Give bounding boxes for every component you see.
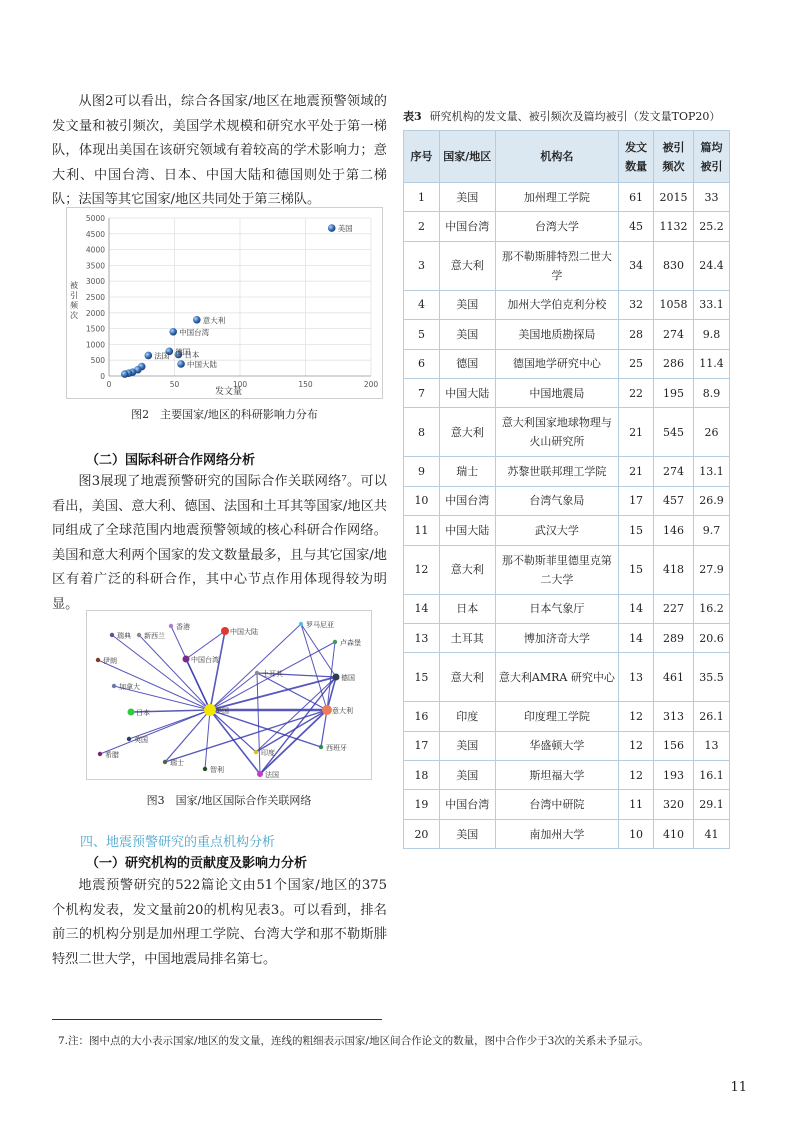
figure3-caption: 图3 国家/地区国际合作关联网络 (146, 794, 312, 807)
table-cell: 8 (404, 408, 440, 457)
network-edge (301, 624, 336, 677)
table-cell: 台湾中研院 (495, 790, 618, 819)
network-node-label: 加拿大 (119, 683, 140, 691)
table-row (404, 320, 730, 349)
table-row (404, 290, 730, 319)
scatter-point (169, 328, 177, 336)
network-node (169, 624, 173, 628)
table-cell: 61 (619, 183, 654, 212)
table-row (404, 702, 730, 731)
network-node-label: 中国大陆 (230, 628, 258, 636)
table-cell: 11 (404, 516, 440, 545)
table-cell: 457 (654, 486, 694, 515)
table-cell: 12 (619, 731, 654, 760)
y-tick-label: 0 (100, 372, 105, 381)
table-row (404, 653, 730, 702)
table-cell: 15 (404, 653, 440, 702)
network-node-label: 瑞典 (117, 632, 131, 640)
footnote-rule (52, 1019, 382, 1020)
paragraph-collaboration: 图3展现了地震预警研究的国际合作关联网络⁷。可以看出，美国、意大利、德国、法国和土耳其等国家/地区共同组成了全球范围内地震预警领域的核心科研合作网络。美国和意大利两个国家的发文数量最多，且与其它国家/地区有着广泛的科研合作，其中心节点作用体现得较为明显。 (52, 474, 387, 612)
y-tick-label: 4500 (85, 229, 105, 239)
table-header-cell: 序号 (404, 131, 440, 183)
table-cell: 美国 (439, 761, 495, 790)
network-node-label: 法国 (265, 771, 279, 779)
table-cell: 加州大学伯克利分校 (495, 290, 618, 319)
table-cell: 9.7 (693, 516, 729, 545)
table-cell: 意大利 (439, 408, 495, 457)
table-cell: 193 (654, 761, 694, 790)
scatter-point (328, 224, 336, 232)
table-cell: 274 (654, 457, 694, 486)
table-cell: 美国地质勘探局 (495, 320, 618, 349)
y-tick-label: 3500 (85, 261, 105, 271)
table-row (404, 731, 730, 760)
network-node (257, 771, 263, 777)
y-axis-label (70, 280, 79, 320)
table-cell: 7 (404, 378, 440, 407)
table-cell: 美国 (439, 320, 495, 349)
table-cell: 15 (619, 545, 654, 594)
table-cell: 32 (619, 290, 654, 319)
table-cell: 10 (404, 486, 440, 515)
table-cell: 24.4 (693, 241, 729, 290)
table-cell: 瑞士 (439, 457, 495, 486)
network-node (112, 684, 116, 688)
table-cell: 26.1 (693, 702, 729, 731)
network-edge (205, 710, 210, 769)
table-row (404, 212, 730, 241)
y-tick-label: 3000 (85, 277, 105, 287)
table-label: 表3 (403, 110, 422, 123)
table-cell: 那不勒斯腓特烈二世大学 (495, 241, 618, 290)
table-cell: 16 (404, 702, 440, 731)
y-tick-label: 4000 (85, 245, 105, 255)
y-tick-label: 2000 (85, 308, 105, 318)
table-row (404, 241, 730, 290)
network-node-label: 希腊 (105, 751, 119, 759)
network-node (221, 627, 229, 635)
network-edge (171, 626, 210, 710)
table-cell: 20.6 (693, 623, 729, 652)
table-cell: 461 (654, 653, 694, 702)
table-cell: 35.5 (693, 653, 729, 702)
network-node-label: 意大利 (332, 707, 353, 715)
y-tick-label: 500 (90, 356, 105, 366)
table-cell: 中国台湾 (439, 212, 495, 241)
point-label: 德国 (175, 347, 191, 357)
table-cell: 13 (693, 731, 729, 760)
table-cell: 15 (619, 516, 654, 545)
table-cell: 21 (619, 408, 654, 457)
network-node-label: 英国 (134, 736, 148, 744)
network-edge (210, 710, 321, 747)
table-header-row (404, 131, 730, 183)
table-cell: 德国地学研究中心 (495, 349, 618, 378)
table-cell: 34 (619, 241, 654, 290)
point-label: 法国 (154, 351, 170, 361)
table-row (404, 408, 730, 457)
x-axis-label: 发文量 (215, 387, 243, 397)
table-caption: 研究机构的发文量、被引频次及篇均被引（发文量TOP20） (429, 110, 721, 123)
network-node (98, 752, 102, 756)
network-edge (260, 710, 327, 774)
table-cell: 16.2 (693, 594, 729, 623)
table-cell: 17 (404, 731, 440, 760)
figure-influence-scatter (66, 207, 383, 399)
svg-text:引: 引 (70, 291, 78, 300)
table-cell: 1058 (654, 290, 694, 319)
table-cell: 中国大陆 (439, 378, 495, 407)
table-cell: 29.1 (693, 790, 729, 819)
table-cell: 美国 (439, 731, 495, 760)
network-node-label: 罗马尼亚 (306, 621, 334, 629)
y-tick-label: 1000 (85, 340, 105, 350)
table-cell: 美国 (439, 819, 495, 848)
point-label: 中国台湾 (179, 327, 210, 337)
table-cell: 146 (654, 516, 694, 545)
table-row (404, 457, 730, 486)
svg-text:被: 被 (70, 281, 78, 290)
network-node-label: 伊朗 (103, 657, 117, 665)
table-header-cell: 机构名 (495, 131, 618, 183)
y-tick-label: 2500 (85, 293, 105, 302)
table-cell: 33.1 (693, 290, 729, 319)
footnote: 7.注：图中点的大小表示国家/地区的发文量，连线的粗细表示国家/地区间合作论文的数量，图中合作少于3次的关系未予显示。 (58, 1035, 649, 1047)
table-cell: 25 (619, 349, 654, 378)
table-cell: 苏黎世联邦理工学院 (495, 457, 618, 486)
table-cell: 土耳其 (439, 623, 495, 652)
figure-network (86, 610, 372, 780)
table-row (404, 761, 730, 790)
heading-collaboration: （二）国际科研合作网络分析 (86, 453, 256, 468)
network-node-label: 新西兰 (144, 632, 165, 640)
scatter-chart (67, 208, 384, 400)
network-node-label: 智利 (210, 766, 224, 774)
table-cell: 意大利AMRA 研究中心 (495, 653, 618, 702)
table-row (404, 378, 730, 407)
network-node (127, 737, 131, 741)
subsection-heading: （一）研究机构的贡献度及影响力分析 (86, 856, 308, 871)
network-node (255, 671, 259, 675)
table-cell: 12 (404, 545, 440, 594)
table-cell: 9.8 (693, 320, 729, 349)
paragraph-influence: 从图2可以看出，综合各国家/地区在地震预警领域的发文量和被引频次，美国学术规模和研究水平处于第一梯队，体现出美国在该研究领域有着较高的学术影响力；意大利、中国台湾、日本、中国大陆和德国则处于第二梯队；法国等其它国家/地区共同处于第三梯队。 (52, 94, 387, 207)
table-cell: 意大利 (439, 653, 495, 702)
table-cell: 289 (654, 623, 694, 652)
table-cell: 13 (404, 623, 440, 652)
network-node (128, 709, 135, 716)
table-cell: 南加州大学 (495, 819, 618, 848)
table-cell: 27.9 (693, 545, 729, 594)
table-cell: 18 (404, 761, 440, 790)
network-node-label: 德国 (341, 674, 355, 682)
x-tick-label: 150 (298, 380, 313, 389)
table-cell: 10 (619, 819, 654, 848)
table-cell: 17 (619, 486, 654, 515)
table-row (404, 623, 730, 652)
table-cell: 12 (619, 702, 654, 731)
table-cell: 410 (654, 819, 694, 848)
network-node (203, 767, 207, 771)
table-row (404, 183, 730, 212)
table-cell: 45 (619, 212, 654, 241)
table-cell: 28 (619, 320, 654, 349)
point-label: 意大利 (202, 315, 226, 325)
table-cell: 14 (404, 594, 440, 623)
table-cell: 日本气象厅 (495, 594, 618, 623)
network-edge (257, 673, 327, 710)
network-node (319, 745, 323, 749)
point-label: 日本 (184, 350, 200, 360)
network-node-label: 土耳其 (262, 670, 283, 678)
table-cell: 德国 (439, 349, 495, 378)
network-node-label: 西班牙 (326, 744, 347, 752)
scatter-point (193, 316, 201, 324)
network-node-label: 美国 (215, 707, 229, 715)
table-cell: 博加济奇大学 (495, 623, 618, 652)
table-cell: 意大利 (439, 241, 495, 290)
scatter-point (145, 352, 153, 360)
point-label: 中国大陆 (187, 359, 218, 369)
table-cell: 13.1 (693, 457, 729, 486)
table-cell: 6 (404, 349, 440, 378)
y-tick-label: 1500 (85, 324, 105, 334)
table-cell: 16.1 (693, 761, 729, 790)
table-cell: 5 (404, 320, 440, 349)
table-cell: 41 (693, 819, 729, 848)
network-node-label: 卢森堡 (340, 639, 361, 647)
table-cell: 227 (654, 594, 694, 623)
table-cell: 意大利 (439, 545, 495, 594)
table-row (404, 819, 730, 848)
scatter-point (121, 370, 129, 378)
table-cell: 那不勒斯菲里德里克第二大学 (495, 545, 618, 594)
table-title (403, 108, 720, 124)
table-cell: 华盛顿大学 (495, 731, 618, 760)
network-edge (210, 710, 260, 774)
table-cell: 武汉大学 (495, 516, 618, 545)
network-edge (100, 710, 210, 754)
table-row (404, 790, 730, 819)
network-node-label: 瑞士 (170, 759, 184, 767)
x-tick-label: 0 (106, 380, 112, 389)
table-cell: 26 (693, 408, 729, 457)
paragraph-institutions: 地震预警研究的522篇论文由51个国家/地区的375个机构发表，发文量前20的机构见表3。可以看到，排名前三的机构分别是加州理工学院、台湾大学和那不勒斯腓特烈二世大学，中国地震局排名第七。 (52, 878, 387, 967)
table-cell: 33 (693, 183, 729, 212)
table-cell: 286 (654, 349, 694, 378)
x-tick-label: 100 (232, 380, 248, 389)
table-cell: 418 (654, 545, 694, 594)
table-row (404, 545, 730, 594)
table-cell: 9 (404, 457, 440, 486)
network-node (163, 760, 167, 764)
table-row (404, 594, 730, 623)
table-cell: 印度 (439, 702, 495, 731)
table-cell: 1 (404, 183, 440, 212)
table-cell: 日本 (439, 594, 495, 623)
table-cell: 印度理工学院 (495, 702, 618, 731)
table-header-cell: 发文 数量 (619, 131, 654, 183)
table-cell: 22 (619, 378, 654, 407)
table-cell: 11 (619, 790, 654, 819)
table-cell: 313 (654, 702, 694, 731)
svg-text:次: 次 (70, 311, 78, 320)
scatter-point (177, 360, 185, 368)
table-cell: 2015 (654, 183, 694, 212)
table-cell: 3 (404, 241, 440, 290)
point-label: 美国 (337, 224, 353, 234)
network-node (96, 658, 100, 662)
table-cell: 加州理工学院 (495, 183, 618, 212)
table-header-cell: 国家/地区 (439, 131, 495, 183)
y-tick-label: 5000 (85, 214, 105, 223)
section-heading: 四、地震预警研究的重点机构分析 (80, 835, 276, 850)
table-row (404, 516, 730, 545)
network-edge (257, 673, 260, 774)
network-node-label: 香港 (176, 623, 190, 631)
network-node (299, 622, 303, 626)
table-cell: 20 (404, 819, 440, 848)
table-cell: 156 (654, 731, 694, 760)
network-node-label: 日本 (136, 709, 150, 717)
table-cell: 25.2 (693, 212, 729, 241)
table-cell: 2 (404, 212, 440, 241)
table-cell: 美国 (439, 290, 495, 319)
table-cell: 台湾大学 (495, 212, 618, 241)
table-cell: 19 (404, 790, 440, 819)
table-cell: 21 (619, 457, 654, 486)
network-node (183, 656, 190, 663)
table-header-cell: 被引 频次 (654, 131, 694, 183)
table-cell: 274 (654, 320, 694, 349)
x-tick-label: 200 (363, 380, 379, 389)
network-node (333, 640, 337, 644)
table-cell: 中国大陆 (439, 516, 495, 545)
table-cell: 中国台湾 (439, 790, 495, 819)
network-graph (87, 611, 373, 781)
network-node (322, 705, 332, 715)
figure2-caption: 图2 主要国家/地区的科研影响力分布 (131, 408, 318, 421)
table-header-cell: 篇均 被引 (693, 131, 729, 183)
page-number: 11 (730, 1080, 747, 1095)
network-node (333, 674, 340, 681)
table-cell: 斯坦福大学 (495, 761, 618, 790)
network-node-label: 印度 (261, 749, 275, 757)
table-cell: 26.9 (693, 486, 729, 515)
table-cell: 台湾气象局 (495, 486, 618, 515)
table-cell: 320 (654, 790, 694, 819)
network-edge (139, 635, 210, 710)
table-cell: 830 (654, 241, 694, 290)
table-cell: 14 (619, 594, 654, 623)
table-cell: 195 (654, 378, 694, 407)
table-cell: 8.9 (693, 378, 729, 407)
network-node-label: 中国台湾 (191, 656, 219, 664)
table-cell: 545 (654, 408, 694, 457)
table-cell: 1132 (654, 212, 694, 241)
table-cell: 4 (404, 290, 440, 319)
table-cell: 14 (619, 623, 654, 652)
table-row (404, 486, 730, 515)
table-cell: 中国地震局 (495, 378, 618, 407)
table-row (404, 349, 730, 378)
table-cell: 美国 (439, 183, 495, 212)
table-cell: 意大利国家地球物理与火山研究所 (495, 408, 618, 457)
network-node (110, 633, 114, 637)
institutions-table (403, 130, 730, 849)
network-node (137, 633, 141, 637)
table-cell: 13 (619, 653, 654, 702)
network-edge (186, 631, 225, 659)
svg-text:频: 频 (70, 301, 78, 310)
table-cell: 12 (619, 761, 654, 790)
table-cell: 11.4 (693, 349, 729, 378)
table-cell: 中国台湾 (439, 486, 495, 515)
network-node (254, 750, 258, 754)
x-tick-label: 50 (169, 380, 180, 389)
